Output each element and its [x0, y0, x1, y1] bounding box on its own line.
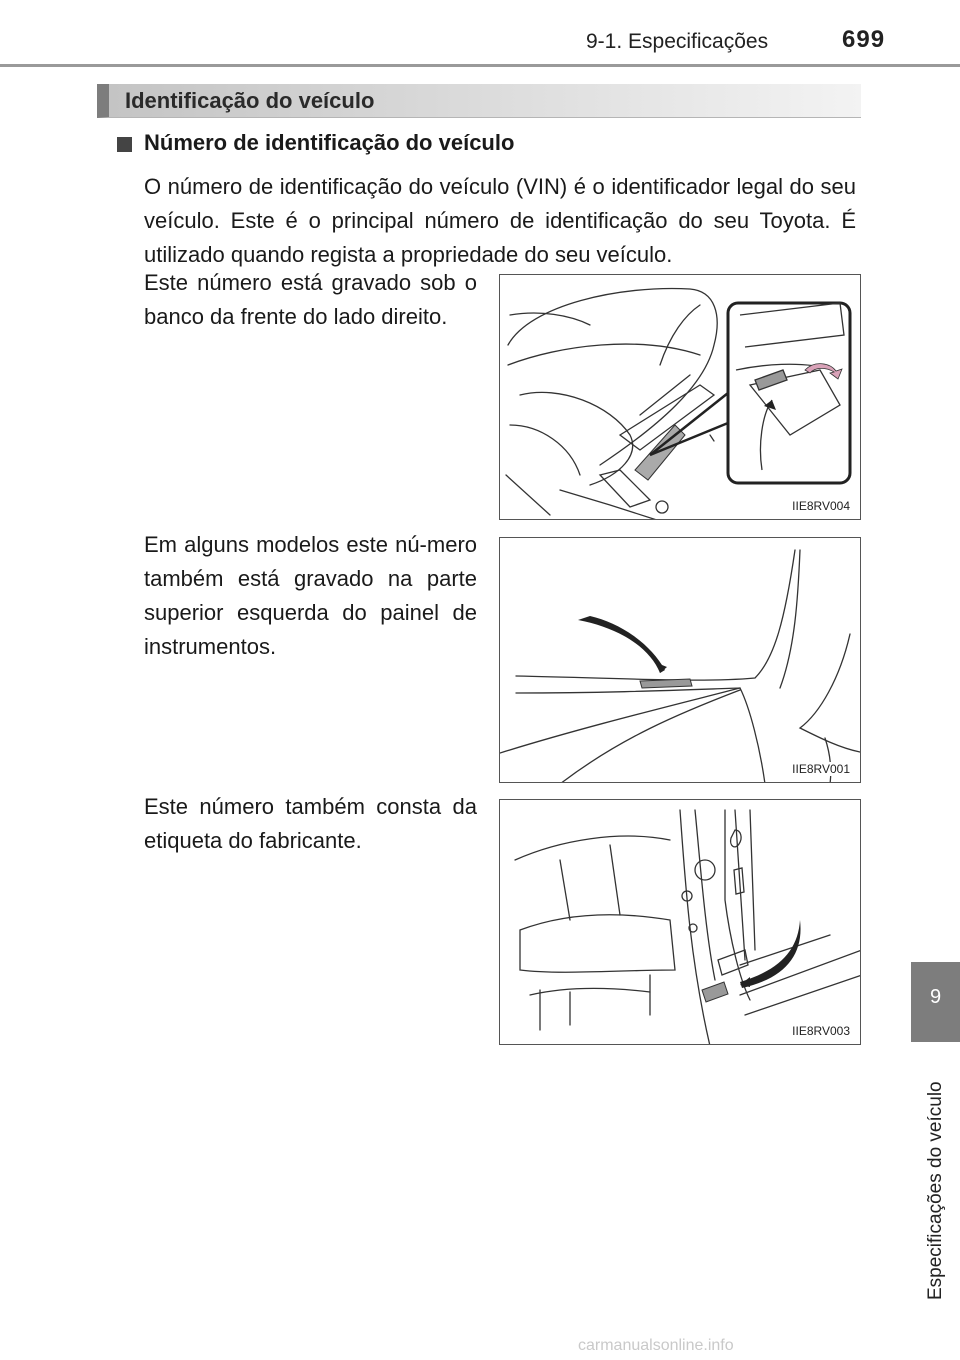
running-header-section: 9-1. Especificações [586, 30, 769, 53]
dashboard-illustration [500, 538, 861, 783]
door-pillar-illustration [500, 800, 861, 1045]
figure-dashboard-vin [499, 537, 861, 783]
figure-code: IIE8RV001 [792, 762, 850, 776]
figure-seat-vin [499, 274, 861, 520]
figure-code: IIE8RV004 [792, 499, 850, 513]
chapter-number: 9 [929, 986, 942, 1008]
square-bullet-icon [117, 137, 132, 152]
chapter-label: Especificações do veículo [925, 1081, 946, 1300]
figure-door-label [499, 799, 861, 1045]
item-text-seat: Este número está gravado sob o banco da frente do lado direito. [144, 270, 477, 329]
item-text-dashboard: Em alguns modelos este nú-mero também está gravado na parte superior esquerda do painel de instrumentos. [144, 532, 477, 659]
chapter-tab[interactable] [911, 962, 960, 1042]
section-heading-bar [97, 84, 861, 118]
seat-illustration [500, 275, 861, 520]
section-title: Identificação do veículo [125, 88, 375, 113]
subsection-title: Número de identificação do veículo [144, 130, 515, 155]
item-text-label: Este número também consta da etiqueta do fabricante. [144, 794, 477, 853]
watermark: carmanualsonline.info [578, 1337, 734, 1354]
header-divider [0, 64, 960, 67]
figure-code: IIE8RV003 [792, 1024, 850, 1038]
intro-paragraph: O número de identificação do veículo (VIN) é o identificador legal do seu veículo. Este é o principal número de identificação do seu Toyota. É utilizado quando regista a propriedade do seu veículo. [144, 174, 856, 267]
page-number: 699 [842, 26, 886, 53]
